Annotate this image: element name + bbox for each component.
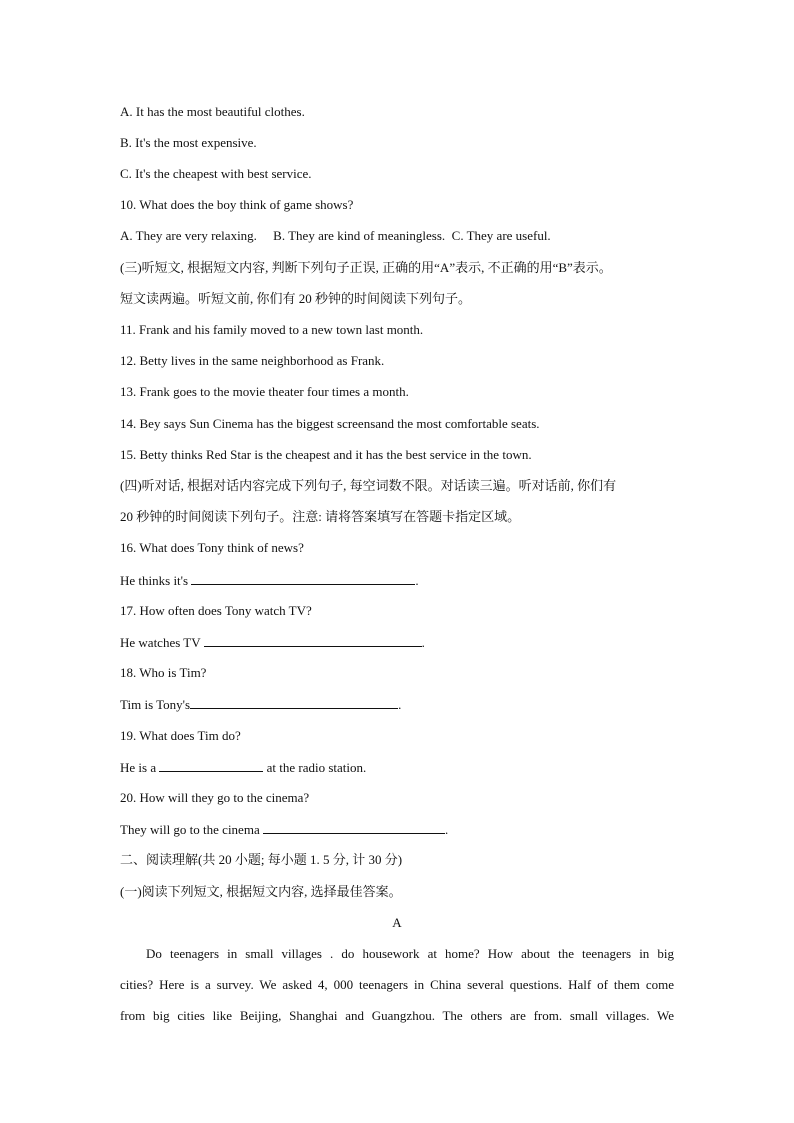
answer-16-blank[interactable]	[191, 572, 415, 585]
section-4-instruction: (四)听对话, 根据对话内容完成下列句子, 每空词数不限。对话读三遍。听对话前, 你们有	[120, 478, 617, 493]
answer-18-prefix: Tim is Tony's	[120, 697, 191, 712]
question-15: 15. Betty thinks Red Star is the cheapest and it has the best service in the town.	[120, 447, 532, 462]
answer-20-prefix: They will go to the cinema	[120, 822, 263, 837]
question-16: 16. What does Tony think of news?	[120, 540, 304, 555]
answer-18-suffix: .	[398, 697, 402, 712]
question-13: 13. Frank goes to the movie theater four times a month.	[120, 384, 409, 399]
question-10: 10. What does the boy think of game shows?	[120, 197, 354, 212]
passage-title: A	[392, 915, 402, 930]
answer-18-line	[120, 696, 401, 713]
answer-19-line	[120, 759, 366, 776]
reading-subsection-instruction: (一)阅读下列短文, 根据短文内容, 选择最佳答案。	[120, 884, 402, 899]
answer-18-blank[interactable]	[190, 696, 398, 709]
answer-20-suffix: .	[444, 822, 449, 837]
answer-17-suffix: .	[421, 635, 425, 650]
option-a-line: A. It has the most beautiful clothes.	[120, 104, 305, 119]
answer-17-prefix: He watches TV	[120, 635, 204, 650]
question-18: 18. Who is Tim?	[120, 665, 207, 680]
passage-line-3: from big cities like Beijing, Shanghai and Guangzhou. The others are from. small villages. We	[120, 1008, 674, 1023]
passage-line-2: cities? Here is a survey. We asked 4, 000 teenagers in China several questions. Half of them come	[120, 977, 674, 992]
question-19: 19. What does Tim do?	[120, 728, 241, 743]
section-3-instruction: (三)听短文, 根据短文内容, 判断下列句子正误, 正确的用“A”表示, 不正确的用“B”表示。	[120, 260, 612, 275]
option-c-line: C. It's the cheapest with best service.	[120, 166, 312, 181]
answer-16-line	[120, 572, 419, 589]
answer-20-line	[120, 821, 448, 838]
question-10-options: A. They are very relaxing. B. They are kind of meaningless. C. They are useful.	[120, 228, 551, 243]
question-20: 20. How will they go to the cinema?	[120, 790, 310, 805]
section-4-instruction-cont: 20 秒钟的时间阅读下列句子。注意: 请将答案填写在答题卡指定区域。	[120, 509, 521, 524]
answer-19-suffix: at the radio station.	[263, 760, 367, 775]
option-b-line: B. It's the most expensive.	[120, 135, 257, 150]
answer-16-prefix: He thinks it's	[120, 573, 192, 588]
question-11: 11. Frank and his family moved to a new town last month.	[120, 322, 424, 337]
answer-19-prefix: He is a	[120, 760, 160, 775]
answer-19-blank[interactable]	[159, 759, 263, 772]
section-3-instruction-cont: 短文读两遍。听短文前, 你们有 20 秒钟的时间阅读下列句子。	[120, 291, 472, 306]
question-17: 17. How often does Tony watch TV?	[120, 603, 312, 618]
question-12: 12. Betty lives in the same neighborhood as Frank.	[120, 353, 385, 368]
passage-line-1: Do teenagers in small villages . do housework at home? How about the teenagers in big	[146, 946, 674, 961]
answer-20-blank[interactable]	[263, 821, 445, 834]
answer-17-blank[interactable]	[204, 634, 422, 647]
answer-16-suffix: .	[415, 573, 419, 588]
answer-17-line	[120, 634, 425, 651]
reading-section-heading: 二、阅读理解(共 20 小题; 每小题 1. 5 分, 计 30 分)	[120, 852, 403, 867]
question-14: 14. Bey says Sun Cinema has the biggest screensand the most comfortable seats.	[120, 416, 540, 431]
